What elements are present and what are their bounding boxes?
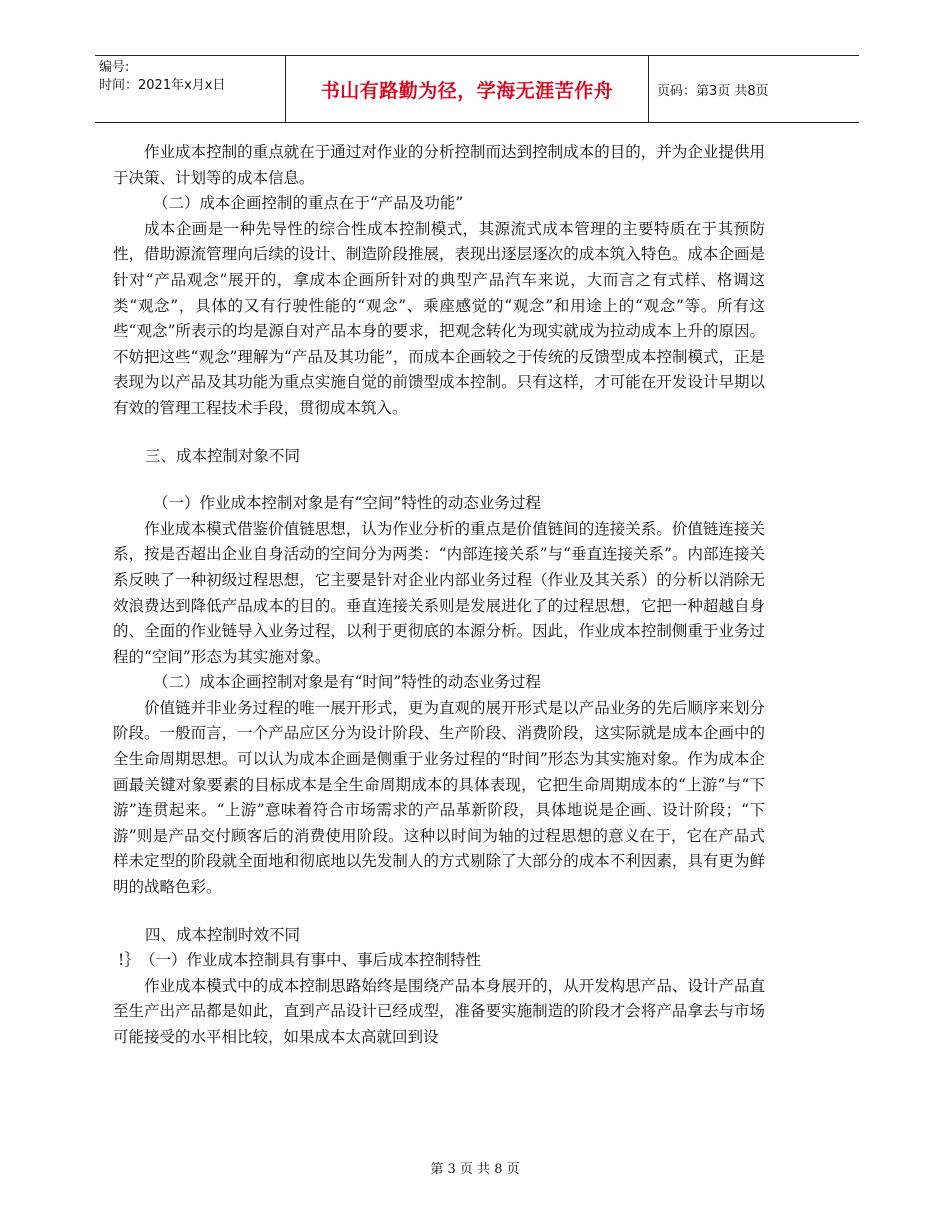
header-motto: 书山有路勤为径，学海无涯苦作舟 bbox=[285, 56, 649, 122]
section-heading-4: 四、成本控制时效不同 bbox=[145, 925, 301, 944]
stray-mark: !｝ bbox=[118, 951, 140, 970]
paragraph-5: 作业成本模式中的成本控制思路始终是围绕产品本身展开的，从开发构思产品、设计产品直至生产出产品都是如此，直到产品设计已经成型，准备要实施制造的阶段才会将产品拿去与市场可能接受的水平相比较，如果成本太高就回到设 bbox=[113, 976, 765, 1046]
paragraph-2: 成本企画是一种先导性的综合性成本控制模式，其源流式成本管理的主要特质在于其预防性，借助源流管理向后续的设计、制造阶段推展，表现出逐层逐次的成本筑入特色。成本企画是针对“产品观念”展开的，拿成本企画所针对的典型产品汽车来说，大而言之有式样、格调这类“观念”，具体的又有行驶性能的“观念”、乘座感觉的“观念”和用途上的“观念”等。所有这些“观念”所表示的均是源自对产品本身的要求，把观念转化为现实就成为拉动成本上升的原因。不妨把这些“观念”理解为“产品及其功能”，而成本企画较之于传统的反馈型成本控制模式，正是表现为以产品及其功能为重点实施自觉的前馈型成本控制。只有这样，才可能在开发设计早期以有效的管理工程技术手段，贯彻成本筑入。 bbox=[113, 219, 765, 417]
header-meta bbox=[99, 59, 225, 95]
subheading-2-2: （二）成本企画控制的重点在于“产品及功能” bbox=[153, 194, 464, 213]
paragraph-4: 价值链并非业务过程的唯一展开形式，更为直观的展开形式是以产品业务的先后顺序来划分阶段。一般而言，一个产品应区分为设计阶段、生产阶段、消费阶段，这实际就是成本企画中的全生命周期思想。可以认为成本企画是侧重于业务过程的“时间”形态为其实施对象。作为成本企画最关键对象要素的目标成本是全生命周期成本的具体表现，它把生命周期成本的“上游”与“下游”连贯起来。“上游”意味着符合市场需求的产品革新阶段，具体地说是企画、设计阶段；“下游”则是产品交付顾客后的消费使用阶段。这种以时间为轴的过程思想的意义在于，它在产品式样未定型的阶段就全面地和彻底地以先发制人的方式剔除了大部分的成本不利因素，具有更为鲜明的战略色彩。 bbox=[113, 698, 765, 897]
header-page-info: 页码：第3页 共8页 bbox=[657, 83, 769, 99]
document-header bbox=[95, 55, 859, 123]
subheading-3-1: （一）作业成本控制对象是有“空间”特性的动态业务过程 bbox=[153, 494, 541, 513]
document-body bbox=[113, 140, 765, 1051]
subheading-3-2: （二）成本企画控制对象是有“时间”特性的动态业务过程 bbox=[153, 673, 541, 692]
paragraph-3: 作业成本模式借鉴价值链思想，认为作业分析的重点是价值链间的连接关系。价值链连接关系，按是否超出企业自身活动的空间分为两类：“内部连接关系”与“垂直连接关系”。内部连接关系反映了一种初级过程思想，它主要是针对企业内部业务过程（作业及其关系）的分析以消除无效浪费达到降低产品成本的目的。垂直连接关系则是发展进化了的过程思想，它把一种超越自身的、全面的作业链导入业务过程，以利于更彻底的本源分析。因此，作业成本控制侧重于业务过程的“空间”形态为其实施对象。 bbox=[113, 519, 765, 666]
paragraph-1: 作业成本控制的重点就在于通过对作业的分析控制而达到控制成本的目的，并为企业提供用于决策、计划等的成本信息。 bbox=[113, 143, 765, 187]
subheading-4-1-text: （一）作业成本控制具有事中、事后成本控制特性 bbox=[147, 951, 481, 970]
section-heading-3: 三、成本控制对象不同 bbox=[145, 446, 301, 465]
time-label: 时间：2021年x月x日 bbox=[99, 78, 226, 93]
subheading-4-1 bbox=[113, 948, 765, 974]
number-label: 编号: bbox=[99, 60, 130, 75]
page-footer: 第 3 页 共 8 页 bbox=[430, 1162, 520, 1177]
